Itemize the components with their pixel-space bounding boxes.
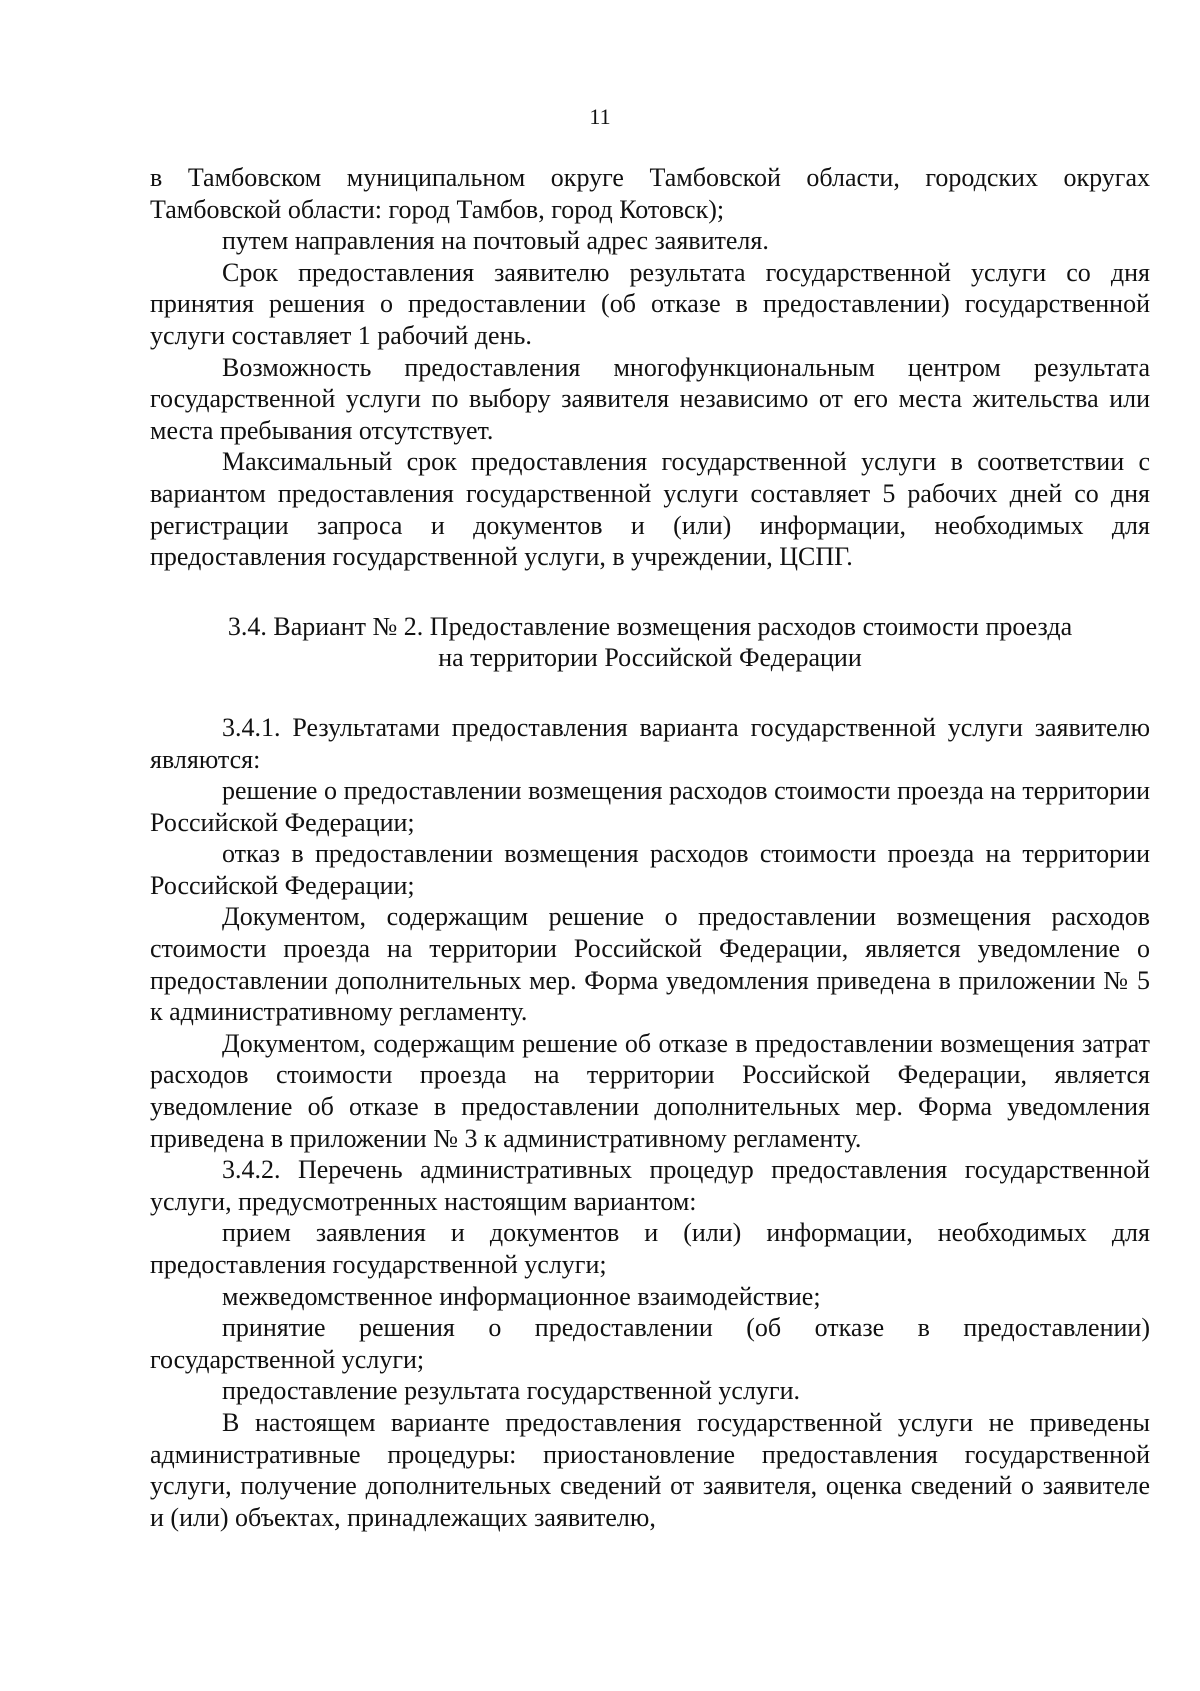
- paragraphs-before-heading: [150, 162, 1150, 573]
- paragraph: в Тамбовском муниципальном округе Тамбовской области, городских округах Тамбовской области: город Тамбов, город Котовск);: [150, 163, 1150, 224]
- paragraph: Возможность предоставления многофункциональным центром результата государственной услуги по выбору заявителя независимо от его места жительства или места пребывания отсутствует.: [150, 352, 1150, 445]
- paragraphs-after-heading: [150, 712, 1150, 1533]
- section-heading-line-1: 3.4. Вариант № 2. Предоставление возмещения расходов стоимости проезда: [227, 611, 1073, 641]
- paragraph: предоставление результата государственной услуги.: [222, 1376, 801, 1406]
- paragraph: 3.4.2. Перечень административных процедур предоставления государственной услуги, предусмотренных настоящим вариантом:: [150, 1155, 1150, 1216]
- paragraph: межведомственное информационное взаимодействие;: [222, 1281, 821, 1311]
- paragraph: путем направления на почтовый адрес заявителя.: [222, 226, 769, 256]
- paragraph: В настоящем варианте предоставления государственной услуги не приведены административные процедуры: приостановление предоставления государственной услуги, получение дополнительных сведений от заявителя, оценка сведений о заявителе и (или) объектах, принадлежащих заявителю,: [150, 1407, 1150, 1532]
- paragraph: Максимальный срок предоставления государственной услуги в соответствии с вариантом предоставления государственной услуги составляет 5 рабочих дней со дня регистрации запроса и документов и (или) информации, необходимых для предоставления государственной услуги, в учреждении, ЦСПГ.: [150, 447, 1150, 572]
- paragraph: Документом, содержащим решение о предоставлении возмещения расходов стоимости проезда на территории Российской Федерации, является уведомление о предоставлении дополнительных мер. Форма уведомления приведена в приложении № 5 к административному регламенту.: [150, 902, 1150, 1027]
- paragraph: Срок предоставления заявителю результата государственной услуги со дня принятия решения о предоставлении (об отказе в предоставлении) государственной услуги составляет 1 рабочий день.: [150, 257, 1150, 350]
- paragraph: решение о предоставлении возмещения расходов стоимости проезда на территории Российской Федерации;: [150, 776, 1150, 837]
- page-number: 11: [589, 104, 611, 129]
- paragraph: 3.4.1. Результатами предоставления варианта государственной услуги заявителю являются:: [150, 712, 1150, 774]
- paragraph: принятие решения о предоставлении (об отказе в предоставлении) государственной услуги;: [150, 1313, 1150, 1374]
- section-heading-line-2: на территории Российской Федерации: [438, 643, 862, 673]
- paragraph: Документом, содержащим решение об отказе в предоставлении возмещения затрат расходов стоимости проезда на территории Российской Федерации, является уведомление об отказе в предоставлении дополнительных мер. Форма уведомления приведена в приложении № 3 к административному регламенту.: [150, 1028, 1150, 1153]
- paragraph: отказ в предоставлении возмещения расходов стоимости проезда на территории Российской Федерации;: [150, 839, 1150, 900]
- document-body: [150, 162, 1150, 1533]
- paragraph: прием заявления и документов и (или) информации, необходимых для предоставления государственной услуги;: [150, 1218, 1150, 1279]
- section-heading: [150, 611, 1150, 674]
